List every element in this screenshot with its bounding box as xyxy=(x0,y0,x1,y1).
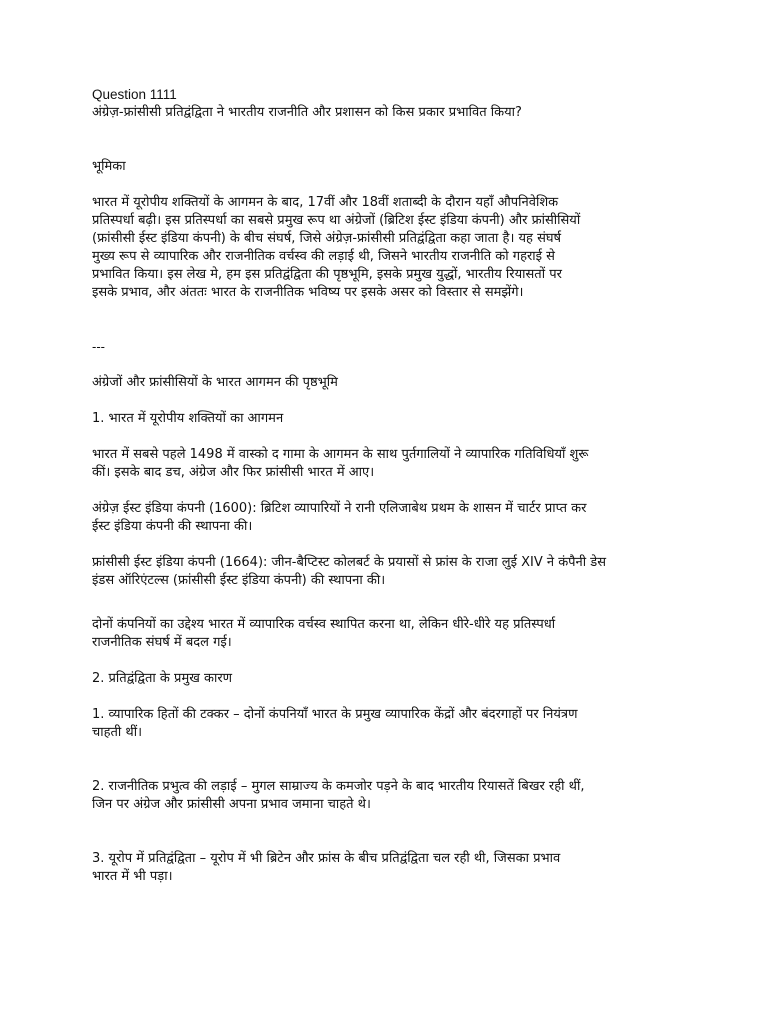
cause-item-politics: 2. राजनीतिक प्रभुत्व की लड़ाई – मुगल साम्राज्य के कमजोर पड़ने के बाद भारतीय रियासतें बिखर रही थीं, जिन पर अंग्रेज और फ्रांसीसी अपना प्रभाव जमाना चाहते थे। xyxy=(92,779,585,812)
section1-heading: 1. भारत में यूरोपीय शक्तियों का आगमन xyxy=(92,411,284,426)
separator: --- xyxy=(92,339,105,354)
intro-line: मुख्य रूप से व्यापारिक और राजनीतिक वर्चस्व की लड़ाई थी, जिसने भारतीय राजनीति को गहराई से xyxy=(92,249,555,264)
section2-heading: 2. प्रतिद्वंद्विता के प्रमुख कारण xyxy=(92,671,233,686)
intro-line: प्रतिस्पर्धा बढ़ी। इस प्रतिस्पर्धा का सबसे प्रमुख रूप था अंग्रेजों (ब्रिटिश ईस्ट इंडिया कंपनी) और फ्रांसीसियों xyxy=(92,213,581,228)
background-heading: अंग्रेजों और फ्रांसीसियों के भारत आगमन की पृष्ठभूमि xyxy=(92,375,338,390)
section1-paragraph-conclusion: दोनों कंपनियों का उद्देश्य भारत में व्यापारिक वर्चस्व स्थापित करना था, लेकिन धीरे-धीरे यह प्रतिस्पर्धा राजनीतिक संघर्ष में बदल गई। xyxy=(92,617,556,650)
cause-item-europe: 3. यूरोप में प्रतिद्वंद्विता – यूरोप में भी ब्रिटेन और फ्रांस के बीच प्रतिद्वंद्विता चल रही थी, जिसका प्रभाव भारत में भी पड़ा। xyxy=(92,851,561,884)
section1-paragraph-french-company: फ्रांसीसी ईस्ट इंडिया कंपनी (1664): जीन-बैप्टिस्ट कोलबर्ट के प्रयासों से फ्रांस के राजा लुई XIV ने कंपैनी डेस इंडस ऑरिएंटल्स (फ्रांसीसी ईस्ट इंडिया कंपनी) की स्थापना की। xyxy=(92,555,607,588)
document-page xyxy=(92,86,692,886)
question-text: अंग्रेज़-फ्रांसीसी प्रतिद्वंद्विता ने भारतीय राजनीति और प्रशासन को किस प्रकार प्रभावित किया? xyxy=(92,105,522,120)
section1-paragraph-english-company: अंग्रेज़ ईस्ट इंडिया कंपनी (1600): ब्रिटिश व्यापारियों ने रानी एलिजाबेथ प्रथम के शासन में चार्टर प्राप्त कर ईस्ट इंडिया कंपनी की स्थापना की। xyxy=(92,501,587,534)
intro-line: (फ्रांसीसी ईस्ट इंडिया कंपनी) के बीच संघर्ष, जिसे अंग्रेज़-फ्रांसीसी प्रतिद्वंद्विता कहा जाता है। यह संघर्ष xyxy=(92,231,562,246)
cause-item-trade: 1. व्यापारिक हितों की टक्कर – दोनों कंपनियाँ भारत के प्रमुख व्यापारिक केंद्रों और बंदरगाहों पर नियंत्रण चाहती थीं। xyxy=(92,707,578,740)
intro-line: भारत में यूरोपीय शक्तियों के आगमन के बाद, 17वीं और 18वीं शताब्दी के दौरान यहाँ औपनिवेशिक xyxy=(92,195,559,210)
section1-paragraph-portuguese: भारत में सबसे पहले 1498 में वास्को द गामा के आगमन के साथ पुर्तगालियों ने व्यापारिक गतिविधियाँ शुरू कीं। इसके बाद डच, अंग्रेज और फिर फ्रांसीसी भारत में आए। xyxy=(92,447,589,480)
intro-line: इसके प्रभाव, और अंततः भारत के राजनीतिक भविष्य पर इसके असर को विस्तार से समझेंगे। xyxy=(92,285,524,300)
intro-heading: भूमिका xyxy=(92,159,126,174)
intro-line: प्रभावित किया। इस लेख मे, हम इस प्रतिद्वंद्विता की पृष्ठभूमि, इसके प्रमुख युद्धों, भारतीय रियासतों पर xyxy=(92,267,562,282)
intro-paragraph xyxy=(92,194,692,302)
question-label: Question 1111 xyxy=(92,87,177,102)
